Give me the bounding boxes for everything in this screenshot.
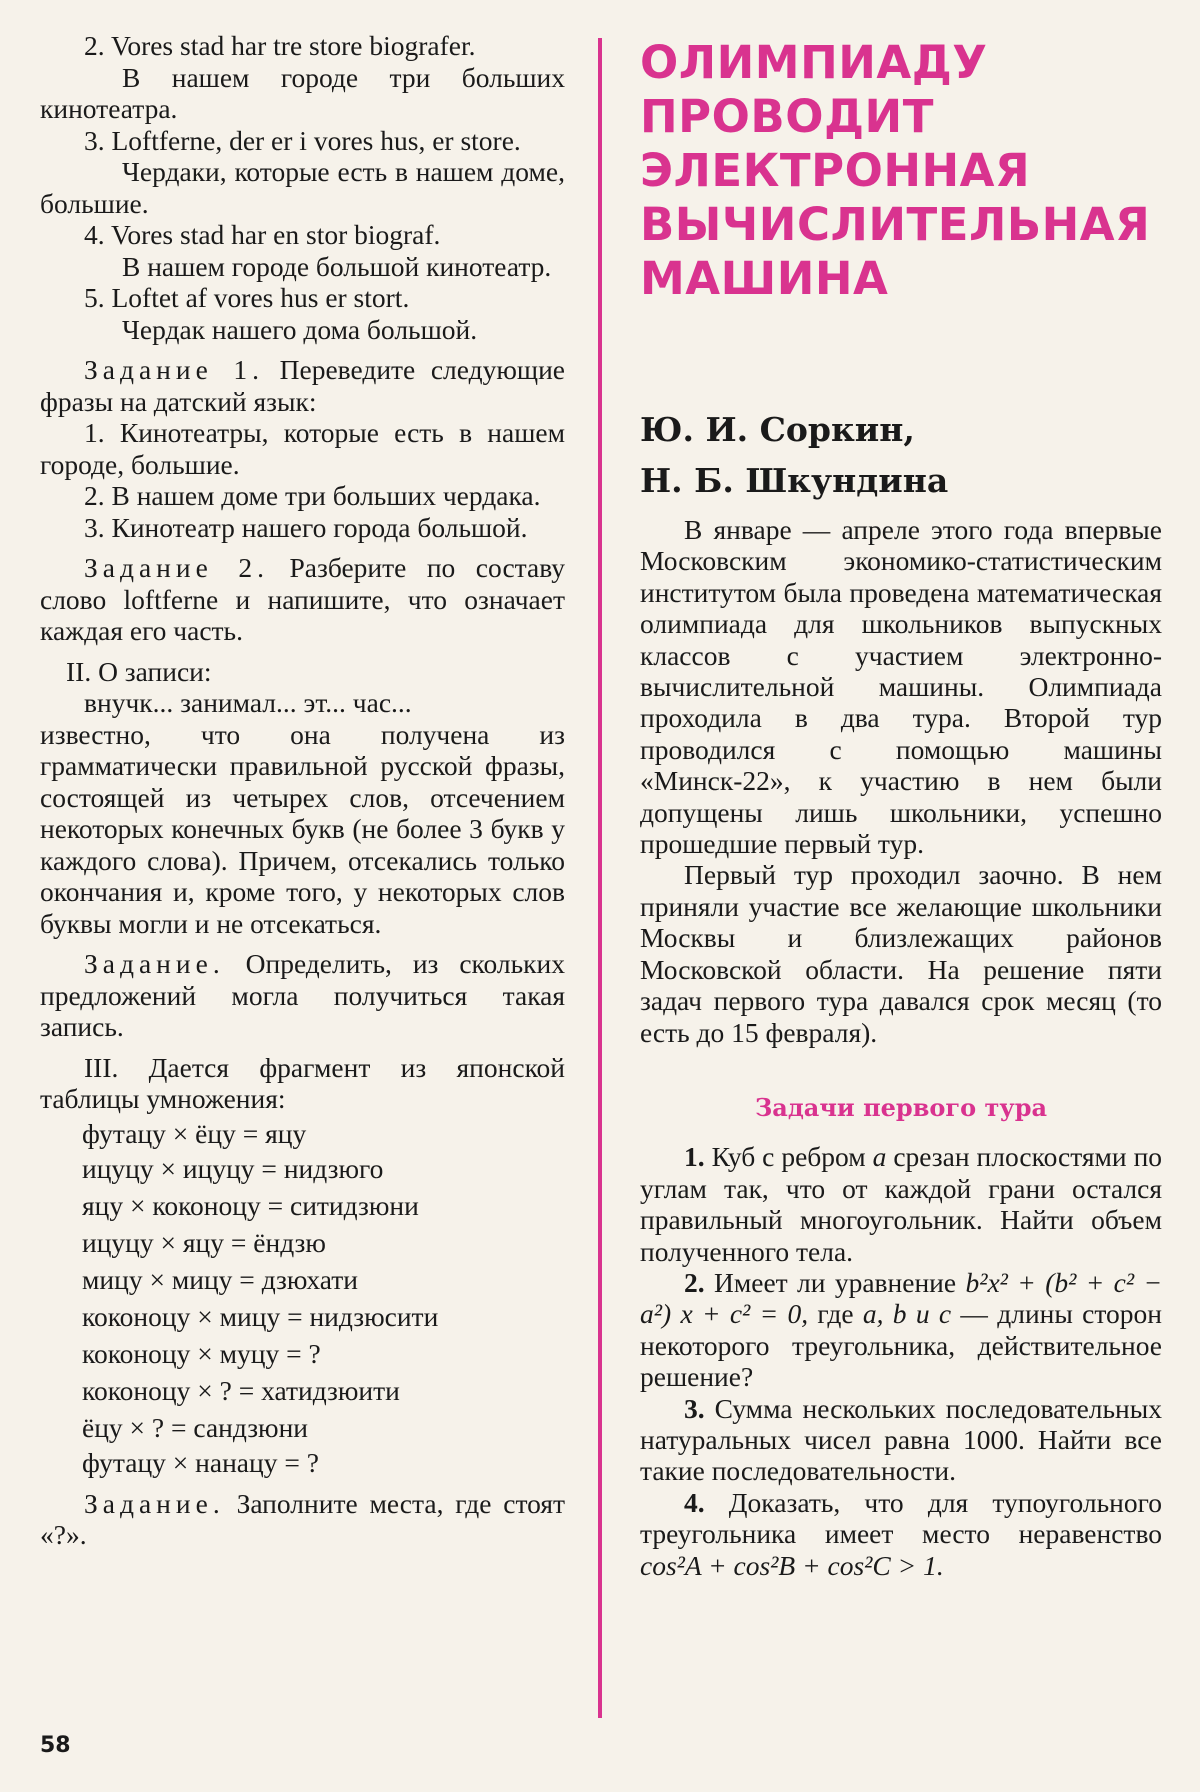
section-2-record: внучк... занимал... эт... час... — [84, 687, 412, 718]
problem-1-text-b: срезан плоскостями по углам так, что от каждой грани остался правильный многоугольник. Найти объем полученного тела. — [640, 1141, 1163, 1267]
example-4-translation: В нашем городе большой кинотеатр. — [122, 250, 552, 282]
problem-2-text-b: где — [817, 1298, 854, 1330]
article-title: ОЛИМПИАДУ ПРОВОДИТ ЭЛЕКТРОННАЯ ВЫЧИСЛИТЕЛЬНАЯ МАШИНА — [640, 36, 1151, 305]
task-3 — [40, 948, 565, 1043]
task-4 — [40, 1488, 565, 1551]
problem-3-number: 3. — [684, 1392, 705, 1424]
example-3-translation: Чердаки, которые есть в нашем доме, большие. — [40, 156, 565, 219]
task-4-label: Задание. — [84, 1487, 225, 1519]
example-5-translation: Чердак нашего дома большой. — [122, 313, 478, 345]
author-2: Н. Б. Шкундина — [640, 461, 949, 500]
section-3-heading: III. Дается фрагмент из японской таблицы умножения: — [40, 1051, 565, 1114]
problem-4-text: Доказать, что для тупоугольного треугольника имеет место неравенство — [640, 1486, 1162, 1550]
task-1-item-1: 1. Кинотеатры, которые есть в нашем городе, большие. — [40, 417, 565, 480]
example-5: 5. Loftet af vores hus er stort. — [84, 282, 410, 313]
task-2 — [40, 552, 565, 647]
problem-2 — [640, 1267, 1162, 1393]
section-2-text: известно, что она получена из грамматически правильной русской фразы, состоящей из четырех слов, отсечением некоторых конечных букв (не более 3 букв у каждого слова). Причем, отсекались только окончания и, кроме того, у некоторых слов буквы могли и не отсекаться. — [40, 718, 565, 939]
problem-4 — [640, 1487, 1162, 1581]
author-1: Ю. И. Соркин, — [640, 410, 915, 449]
mult-line: футацу × нанацу = ? — [82, 1446, 319, 1478]
problem-1 — [640, 1141, 1162, 1267]
task-3-label: Задание. — [84, 948, 225, 979]
mult-line: коконоцу × мицу = нидзюсити — [82, 1300, 439, 1332]
section-2-heading: II. О записи: — [66, 655, 212, 687]
task-3-text: Определить, из скольких предложений могла получиться такая запись. — [40, 948, 565, 1042]
task-2-label: Задание 2. — [84, 552, 269, 583]
intro-paragraph-2: Первый тур проходил заочно. В нем приняли участие все желающие школьники Москвы и близлежащих районов Московской области. На решение пяти задач первого тура давался срок месяц (то есть до 15 февраля). — [640, 859, 1162, 1048]
page-number: 58 — [40, 1733, 71, 1758]
task-1-label: Задание 1. — [84, 354, 265, 385]
mult-line: ёцу × ? = сандзюни — [82, 1411, 309, 1443]
task-1-item-3: 3. Кинотеатр нашего города большой. — [84, 511, 528, 543]
column-divider — [598, 38, 602, 1718]
problem-3-text: Сумма нескольких последовательных натуральных чисел равна 1000. Найти все такие последовательности. — [640, 1392, 1162, 1487]
task-4-text: Заполните места, где стоят «?». — [40, 1487, 566, 1550]
problem-1-variable: a — [872, 1141, 887, 1173]
task-1-item-2: 2. В нашем доме три больших чердака. — [84, 480, 541, 511]
example-4: 4. Vores stad har en stor biograf. — [84, 219, 441, 250]
example-3: 3. Loftferne, der er i vores hus, er store. — [84, 124, 521, 156]
intro-paragraph-1: В январе — апреле этого года впервые Московским экономико-статистическим институтом была проведена математическая олимпиада для школьников выпускных классов с участием электронно-вычислительной машины. Олимпиада проходила в два тура. Второй тур проводился с помощью машины «Минск-22», к участию в нем были допущены лишь школьники, успешно прошедшие первый тур. — [640, 514, 1162, 860]
section-subheading: Задачи первого тура — [754, 1092, 1048, 1122]
task-2-text: Разберите по составу слово loftferne и напишите, что означает каждая его часть. — [40, 552, 566, 646]
problem-2-text-c: — длины сторон некоторого треугольника, действительное решение? — [640, 1298, 1162, 1393]
problem-1-text-a: Куб с ребром — [711, 1141, 866, 1173]
problem-2-text-a: Имеет ли уравнение — [714, 1266, 957, 1298]
mult-line: коконоцу × ? = хатидзюити — [82, 1374, 400, 1406]
problem-1-number: 1. — [684, 1141, 705, 1173]
mult-line: яцу × коконоцу = ситидзюни — [82, 1189, 419, 1221]
task-1-text: Переведите следующие фразы на датский язык: — [40, 354, 566, 417]
left-column — [40, 30, 565, 1551]
mult-line: коконоцу × муцу = ? — [82, 1337, 321, 1369]
right-column — [640, 30, 1162, 1581]
example-2: 2. Vores stad har tre store biografer. — [84, 30, 476, 61]
problem-2-variables: a, b и c — [862, 1298, 952, 1330]
task-1 — [40, 354, 565, 417]
problem-4-number: 4. — [684, 1486, 705, 1518]
multiplication-table — [40, 1117, 565, 1479]
mult-line: футацу × ёцу = яцу — [82, 1117, 307, 1149]
problem-2-equation: b²x² + (b² + c² − a²) x + c² = 0, — [640, 1266, 1163, 1330]
example-2-translation: В нашем городе три больших кинотеатра. — [40, 61, 565, 124]
mult-line: ицуцу × яцу = ёндзю — [82, 1226, 326, 1258]
authors — [640, 404, 1162, 506]
mult-line: ицуцу × ицуцу = нидзюго — [82, 1152, 384, 1184]
mult-line: мицу × мицу = дзюхати — [82, 1263, 358, 1295]
problem-4-inequality: cos²A + cos²B + cos²C > 1. — [640, 1549, 944, 1581]
problem-3 — [640, 1393, 1162, 1487]
problem-2-number: 2. — [684, 1266, 705, 1298]
